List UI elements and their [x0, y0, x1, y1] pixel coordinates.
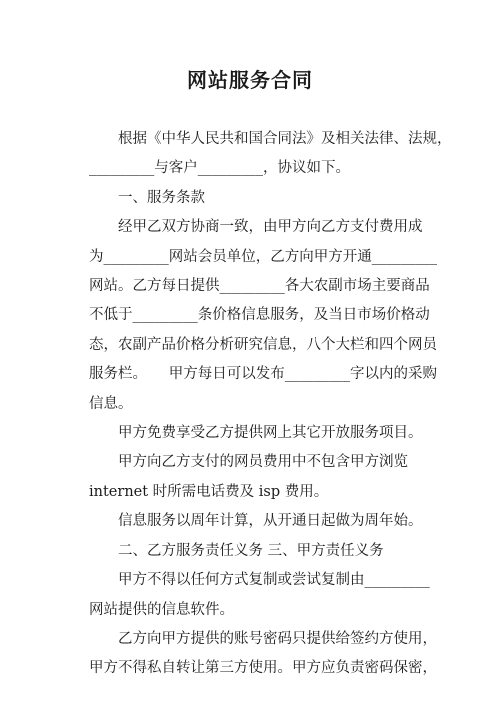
- body-line: 甲方向乙方支付的网员费用中不包含甲方浏览: [118, 454, 408, 471]
- body-line: 甲方免费享受乙方提供网上其它开放服务项目。: [118, 425, 423, 442]
- document-title: 网站服务合同: [187, 68, 313, 92]
- body-line: 甲方不得私自转让第三方使用。甲方应负责密码保密，: [89, 660, 437, 677]
- body-line: 为_________网站会员单位，乙方向甲方开通_________: [89, 248, 437, 265]
- body-line: 网站。乙方每日提供_________各大农副市场主要商品: [89, 278, 430, 295]
- body-line: 二、乙方服务责任义务 三、甲方责任义务: [118, 542, 384, 559]
- body-line: internet 时所需电话费及 isp 费用。: [89, 483, 329, 500]
- body-line: 一、服务条款: [118, 189, 205, 206]
- body-line: 网站提供的信息软件。: [89, 601, 234, 618]
- body-line: 根据《中华人民共和国合同法》及相关法律、法规，: [118, 131, 452, 147]
- body-line: 信息服务以周年计算，从开通日起做为周年始。: [118, 513, 423, 530]
- body-line: 经甲乙双方协商一致，由甲方向乙方支付费用成: [118, 219, 423, 236]
- body-line: 态，农副产品价格分析研究信息，八个大栏和四个网员: [89, 336, 437, 353]
- body-line: 乙方向甲方提供的账号密码只提供给签约方使用，: [118, 630, 437, 647]
- document-body: [89, 125, 452, 684]
- body-line: 甲方不得以任何方式复制或尝试复制由_________: [118, 572, 430, 589]
- body-line: _________与客户_________，协议如下。: [89, 160, 350, 177]
- body-line: 信息。: [89, 395, 133, 412]
- body-line: 服务栏。 甲方每日可以发布_________字以内的采购: [89, 366, 437, 383]
- body-line: 不低于_________条价格信息服务，及当日市场价格动: [89, 307, 430, 324]
